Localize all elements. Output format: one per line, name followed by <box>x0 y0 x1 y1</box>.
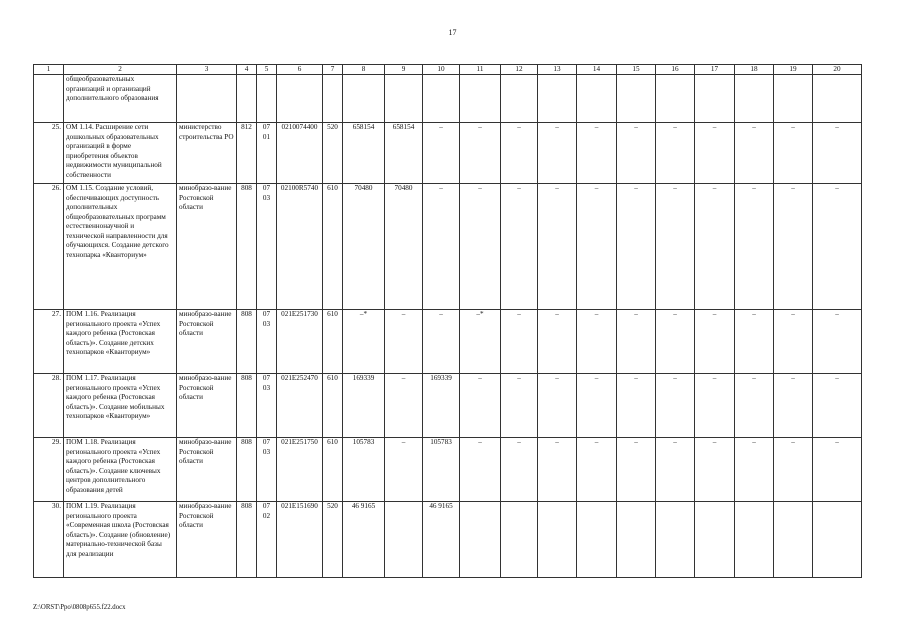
value-cell: 70480 <box>385 184 423 310</box>
value-cell: 105783 <box>423 438 460 502</box>
header-cell-14: 14 <box>577 65 617 75</box>
value-cell: – <box>460 184 501 310</box>
table-row <box>34 374 862 438</box>
row-number-cell: 25. <box>34 123 64 184</box>
value-cell: – <box>538 438 577 502</box>
value-cell <box>813 75 862 123</box>
value-cell: – <box>656 184 695 310</box>
value-cell <box>343 75 385 123</box>
value-cell: 169339 <box>423 374 460 438</box>
value-cell: – <box>617 310 656 374</box>
value-cell <box>385 75 423 123</box>
grbs-cell: 808 <box>237 438 257 502</box>
value-cell: 658154 <box>343 123 385 184</box>
rzpr-cell <box>257 75 277 123</box>
value-cell <box>617 75 656 123</box>
value-cell: – <box>813 374 862 438</box>
value-cell <box>385 502 423 578</box>
value-cell: – <box>813 184 862 310</box>
value-cell: – <box>617 438 656 502</box>
value-cell: – <box>501 310 538 374</box>
value-cell <box>656 75 695 123</box>
header-row <box>34 65 862 75</box>
measure-name-cell: общеобразовательных организаций и организаций дополнительного образования <box>64 75 177 123</box>
budget-table <box>33 64 862 578</box>
value-cell: – <box>423 184 460 310</box>
header-cell-11: 11 <box>460 65 501 75</box>
value-cell <box>577 75 617 123</box>
csr-cell <box>277 75 323 123</box>
value-cell: – <box>501 438 538 502</box>
executor-cell: минобразо-вание Ростовской области <box>177 438 237 502</box>
value-cell: – <box>695 184 735 310</box>
vr-cell: 610 <box>323 374 343 438</box>
header-cell-4: 4 <box>237 65 257 75</box>
rzpr-cell: 07 03 <box>257 184 277 310</box>
value-cell: – <box>538 123 577 184</box>
executor-cell: минобразо-вание Ростовской области <box>177 374 237 438</box>
rzpr-cell: 07 02 <box>257 502 277 578</box>
value-cell: – <box>577 310 617 374</box>
grbs-cell: 808 <box>237 502 257 578</box>
executor-cell: минобразо-вание Ростовской области <box>177 184 237 310</box>
value-cell: – <box>813 310 862 374</box>
vr-cell: 610 <box>323 184 343 310</box>
value-cell: – <box>501 374 538 438</box>
file-path-footer: Z:\ORST\Ppo\0808p655.f22.docx <box>33 604 126 611</box>
csr-cell: 021E251750 <box>277 438 323 502</box>
value-cell: – <box>385 438 423 502</box>
row-number-cell: 29. <box>34 438 64 502</box>
value-cell: – <box>735 310 774 374</box>
value-cell: – <box>774 438 813 502</box>
value-cell <box>735 502 774 578</box>
value-cell <box>501 75 538 123</box>
measure-name-cell: ОМ 1.14. Расширение сети дошкольных образовательных организаций в форме приобретения объектов недвижимости муниципальной собственности <box>64 123 177 184</box>
value-cell <box>538 502 577 578</box>
header-cell-8: 8 <box>343 65 385 75</box>
value-cell: – <box>695 374 735 438</box>
vr-cell: 520 <box>323 123 343 184</box>
value-cell: – <box>774 184 813 310</box>
grbs-cell: 812 <box>237 123 257 184</box>
value-cell: – <box>460 374 501 438</box>
value-cell: – <box>460 438 501 502</box>
measure-name-cell: ОМ 1.15. Создание условий, обеспечивающих доступность дополнительных общеобразовательных программ естественнонаучной и технической направленности для обучающихся. Создание детского технопарка «Кванториум» <box>64 184 177 310</box>
value-cell: – <box>385 374 423 438</box>
table-row <box>34 438 862 502</box>
value-cell: – <box>538 310 577 374</box>
rzpr-cell: 07 01 <box>257 123 277 184</box>
value-cell: – <box>735 374 774 438</box>
csr-cell: 0210074400 <box>277 123 323 184</box>
value-cell <box>423 75 460 123</box>
value-cell: – <box>423 123 460 184</box>
value-cell: – <box>735 438 774 502</box>
header-cell-5: 5 <box>257 65 277 75</box>
value-cell: – <box>538 184 577 310</box>
row-number-cell: 30. <box>34 502 64 578</box>
value-cell: – <box>735 184 774 310</box>
value-cell: 46 9165 <box>343 502 385 578</box>
header-cell-18: 18 <box>735 65 774 75</box>
executor-cell <box>177 75 237 123</box>
header-cell-19: 19 <box>774 65 813 75</box>
value-cell: –* <box>460 310 501 374</box>
value-cell <box>774 75 813 123</box>
value-cell: – <box>577 184 617 310</box>
table-row <box>34 310 862 374</box>
header-cell-7: 7 <box>323 65 343 75</box>
executor-cell: министерство строительства РО <box>177 123 237 184</box>
value-cell: – <box>501 184 538 310</box>
value-cell: – <box>774 123 813 184</box>
vr-cell: 610 <box>323 310 343 374</box>
value-cell: – <box>577 438 617 502</box>
csr-cell: 021Е151690 <box>277 502 323 578</box>
value-cell: 658154 <box>385 123 423 184</box>
value-cell <box>577 502 617 578</box>
header-cell-17: 17 <box>695 65 735 75</box>
value-cell: – <box>813 438 862 502</box>
value-cell: – <box>695 123 735 184</box>
value-cell: 169339 <box>343 374 385 438</box>
row-number-cell: 27. <box>34 310 64 374</box>
table-body <box>34 65 862 578</box>
value-cell: – <box>577 374 617 438</box>
header-cell-6: 6 <box>277 65 323 75</box>
row-number-cell: 28. <box>34 374 64 438</box>
value-cell <box>617 502 656 578</box>
header-cell-9: 9 <box>385 65 423 75</box>
measure-name-cell: ПОМ 1.17. Реализация регионального проекта «Успех каждого ребенка (Ростовская область)». Создание мобильных технопарков «Кванториум» <box>64 374 177 438</box>
value-cell: – <box>385 310 423 374</box>
value-cell: 70480 <box>343 184 385 310</box>
csr-cell: 021E251730 <box>277 310 323 374</box>
value-cell: – <box>695 438 735 502</box>
measure-name-cell: ПОМ 1.18. Реализация регионального проекта «Успех каждого ребенка (Ростовская область)». Создание ключевых центров дополнительного образования детей <box>64 438 177 502</box>
measure-name-cell: ПОМ 1.16. Реализация регионального проекта «Успех каждого ребенка (Ростовская область)». Создание детских технопарков «Кванториум» <box>64 310 177 374</box>
value-cell <box>774 502 813 578</box>
csr-cell: 021E252470 <box>277 374 323 438</box>
header-cell-13: 13 <box>538 65 577 75</box>
header-cell-16: 16 <box>656 65 695 75</box>
grbs-cell <box>237 75 257 123</box>
vr-cell: 610 <box>323 438 343 502</box>
executor-cell: минобразо-вание Ростовской области <box>177 310 237 374</box>
header-cell-2: 2 <box>64 65 177 75</box>
value-cell: 105783 <box>343 438 385 502</box>
header-cell-3: 3 <box>177 65 237 75</box>
value-cell <box>813 502 862 578</box>
page-number: 17 <box>448 28 457 37</box>
value-cell: – <box>656 438 695 502</box>
value-cell: – <box>423 310 460 374</box>
value-cell: – <box>538 374 577 438</box>
value-cell <box>460 75 501 123</box>
table-row <box>34 123 862 184</box>
value-cell: 46 9165 <box>423 502 460 578</box>
value-cell <box>460 502 501 578</box>
row-number-cell: 26. <box>34 184 64 310</box>
grbs-cell: 808 <box>237 374 257 438</box>
rzpr-cell: 07 03 <box>257 438 277 502</box>
value-cell: – <box>774 374 813 438</box>
value-cell <box>695 75 735 123</box>
value-cell: – <box>735 123 774 184</box>
value-cell: – <box>656 374 695 438</box>
row-number-cell <box>34 75 64 123</box>
value-cell <box>538 75 577 123</box>
header-cell-10: 10 <box>423 65 460 75</box>
grbs-cell: 808 <box>237 310 257 374</box>
csr-cell: 02100R5740 <box>277 184 323 310</box>
value-cell <box>501 502 538 578</box>
grbs-cell: 808 <box>237 184 257 310</box>
value-cell: – <box>501 123 538 184</box>
value-cell: – <box>617 123 656 184</box>
value-cell: – <box>577 123 617 184</box>
table-row <box>34 502 862 578</box>
value-cell: – <box>617 184 656 310</box>
vr-cell <box>323 75 343 123</box>
vr-cell: 520 <box>323 502 343 578</box>
value-cell: – <box>813 123 862 184</box>
value-cell: – <box>656 123 695 184</box>
value-cell: –* <box>343 310 385 374</box>
header-cell-15: 15 <box>617 65 656 75</box>
rzpr-cell: 07 03 <box>257 310 277 374</box>
table-row <box>34 75 862 123</box>
value-cell: – <box>774 310 813 374</box>
rzpr-cell: 07 03 <box>257 374 277 438</box>
value-cell: – <box>656 310 695 374</box>
header-cell-20: 20 <box>813 65 862 75</box>
table-row <box>34 184 862 310</box>
header-cell-12: 12 <box>501 65 538 75</box>
executor-cell: минобразо-вание Ростовской области <box>177 502 237 578</box>
value-cell <box>735 75 774 123</box>
measure-name-cell: ПОМ 1.19. Реализация регионального проекта «Современная школа (Ростовская область)». Создание (обновление) материально-технической базы для реализации <box>64 502 177 578</box>
header-cell-1: 1 <box>34 65 64 75</box>
value-cell: – <box>695 310 735 374</box>
value-cell: – <box>460 123 501 184</box>
value-cell <box>656 502 695 578</box>
value-cell: – <box>617 374 656 438</box>
value-cell <box>695 502 735 578</box>
